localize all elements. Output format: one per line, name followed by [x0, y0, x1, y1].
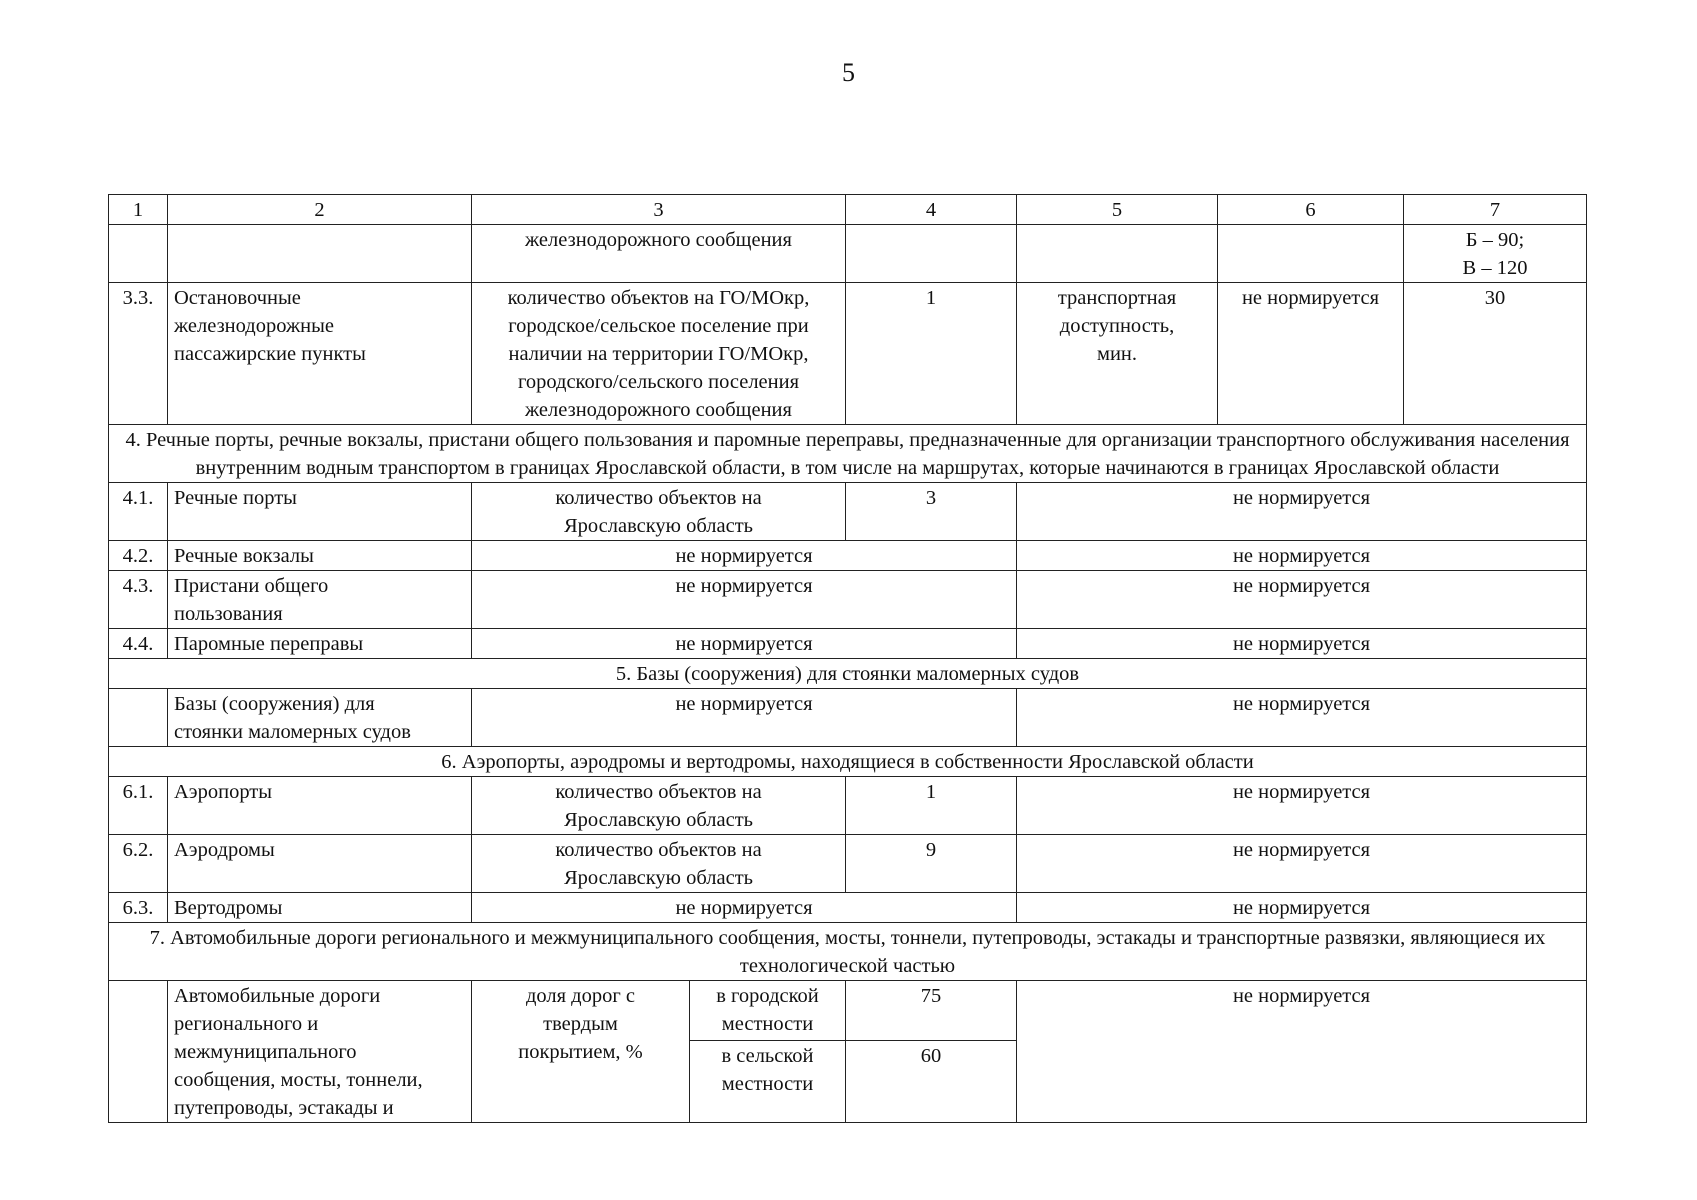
section-header — [109, 659, 1587, 689]
indicator-text: количество объектов на Ярославскую область — [472, 777, 846, 835]
row-number: 6.3. — [109, 893, 168, 923]
cell-text: Б – 90; В – 120 — [1404, 225, 1587, 283]
object-name: Базы (сооружения) для стоянки маломерных судов — [168, 689, 472, 747]
indicator-status: не нормируется — [472, 689, 1017, 747]
cell-text: железнодорожного сообщения — [472, 225, 846, 283]
standards-table — [108, 194, 1587, 1123]
header-row — [109, 195, 1587, 225]
table-row-6-1 — [109, 777, 1587, 835]
page-number: 5 — [842, 58, 855, 87]
indicator-value: 1 — [846, 777, 1017, 835]
indicator-value: 75 — [846, 981, 1017, 1041]
row-number: 3.3. — [109, 283, 168, 425]
row-number: 6.2. — [109, 835, 168, 893]
section-header — [109, 425, 1587, 483]
table-row-3-3 — [109, 283, 1587, 425]
indicator-status: не нормируется — [472, 571, 1017, 629]
accessibility-status: не нормируется — [1017, 483, 1587, 541]
object-name: Автомобильные дороги регионального и межмуниципального сообщения, мосты, тоннели, путепроводы, эстакады и — [168, 981, 472, 1123]
area-type-rural: в сельской местности — [690, 1040, 846, 1122]
header-col-5: 5 — [1017, 195, 1218, 225]
object-name: Вертодромы — [168, 893, 472, 923]
header-col-6: 6 — [1218, 195, 1404, 225]
row-number: 4.3. — [109, 571, 168, 629]
object-name: Речные вокзалы — [168, 541, 472, 571]
accessibility-status: не нормируется — [1017, 629, 1587, 659]
indicator-value: 3 — [846, 483, 1017, 541]
accessibility-status: не нормируется — [1017, 571, 1587, 629]
accessibility-status: не нормируется — [1218, 283, 1404, 425]
object-name: Речные порты — [168, 483, 472, 541]
indicator-status: не нормируется — [472, 541, 1017, 571]
table-row-6-3 — [109, 893, 1587, 923]
continuation-row — [109, 225, 1587, 283]
accessibility-text: транспортная доступность, мин. — [1017, 283, 1218, 425]
accessibility-value: 30 — [1404, 283, 1587, 425]
area-type-urban: в городской местности — [690, 981, 846, 1041]
row-number — [109, 689, 168, 747]
indicator-value: 1 — [846, 283, 1017, 425]
indicator-status: не нормируется — [472, 893, 1017, 923]
header-col-7: 7 — [1404, 195, 1587, 225]
table-row-4-2 — [109, 541, 1587, 571]
header-col-2: 2 — [168, 195, 472, 225]
header-col-4: 4 — [846, 195, 1017, 225]
table-row-7-urban — [109, 981, 1587, 1041]
indicator-value: 60 — [846, 1040, 1017, 1122]
table-row-6-2 — [109, 835, 1587, 893]
accessibility-status: не нормируется — [1017, 981, 1587, 1123]
accessibility-status: не нормируется — [1017, 689, 1587, 747]
indicator-text: количество объектов на ГО/МОкр, городское/сельское поселение при наличии на территории ГО/МОкр, городского/сельского поселения железнодорожного сообщения — [472, 283, 846, 425]
indicator-text: количество объектов на Ярославскую область — [472, 835, 846, 893]
section-header — [109, 747, 1587, 777]
table-row-4-4 — [109, 629, 1587, 659]
accessibility-status: не нормируется — [1017, 893, 1587, 923]
object-name: Пристани общего пользования — [168, 571, 472, 629]
section-7-title: 7. Автомобильные дороги регионального и межмуниципального сообщения, мосты, тоннели, путепроводы, эстакады и транспортные развязки, являющиеся их технологической частью — [109, 923, 1587, 981]
object-name: Паромные переправы — [168, 629, 472, 659]
indicator-text: количество объектов на Ярославскую область — [472, 483, 846, 541]
section-5-title: 5. Базы (сооружения) для стоянки маломерных судов — [109, 659, 1587, 689]
row-number: 4.1. — [109, 483, 168, 541]
accessibility-status: не нормируется — [1017, 541, 1587, 571]
indicator-status: не нормируется — [472, 629, 1017, 659]
row-number — [109, 981, 168, 1123]
object-name: Аэропорты — [168, 777, 472, 835]
object-name: Остановочные железнодорожные пассажирские пункты — [168, 283, 472, 425]
table-row-4-3 — [109, 571, 1587, 629]
accessibility-status: не нормируется — [1017, 835, 1587, 893]
indicator-value: 9 — [846, 835, 1017, 893]
section-4-title: 4. Речные порты, речные вокзалы, пристани общего пользования и паромные переправы, предназначенные для организации транспортного обслуживания населения внутренним водным транспортом в границах Ярославской области, в том числе на маршрутах, которые начинаются в границах Ярославской области — [109, 425, 1587, 483]
header-col-1: 1 — [109, 195, 168, 225]
row-number: 4.4. — [109, 629, 168, 659]
section-6-title: 6. Аэропорты, аэродромы и вертодромы, находящиеся в собственности Ярославской области — [109, 747, 1587, 777]
accessibility-status: не нормируется — [1017, 777, 1587, 835]
object-name: Аэродромы — [168, 835, 472, 893]
table-row-5 — [109, 689, 1587, 747]
row-number: 6.1. — [109, 777, 168, 835]
row-number: 4.2. — [109, 541, 168, 571]
table-row-4-1 — [109, 483, 1587, 541]
section-header — [109, 923, 1587, 981]
header-col-3: 3 — [472, 195, 846, 225]
indicator-text: доля дорог с твердым покрытием, % — [472, 981, 690, 1123]
